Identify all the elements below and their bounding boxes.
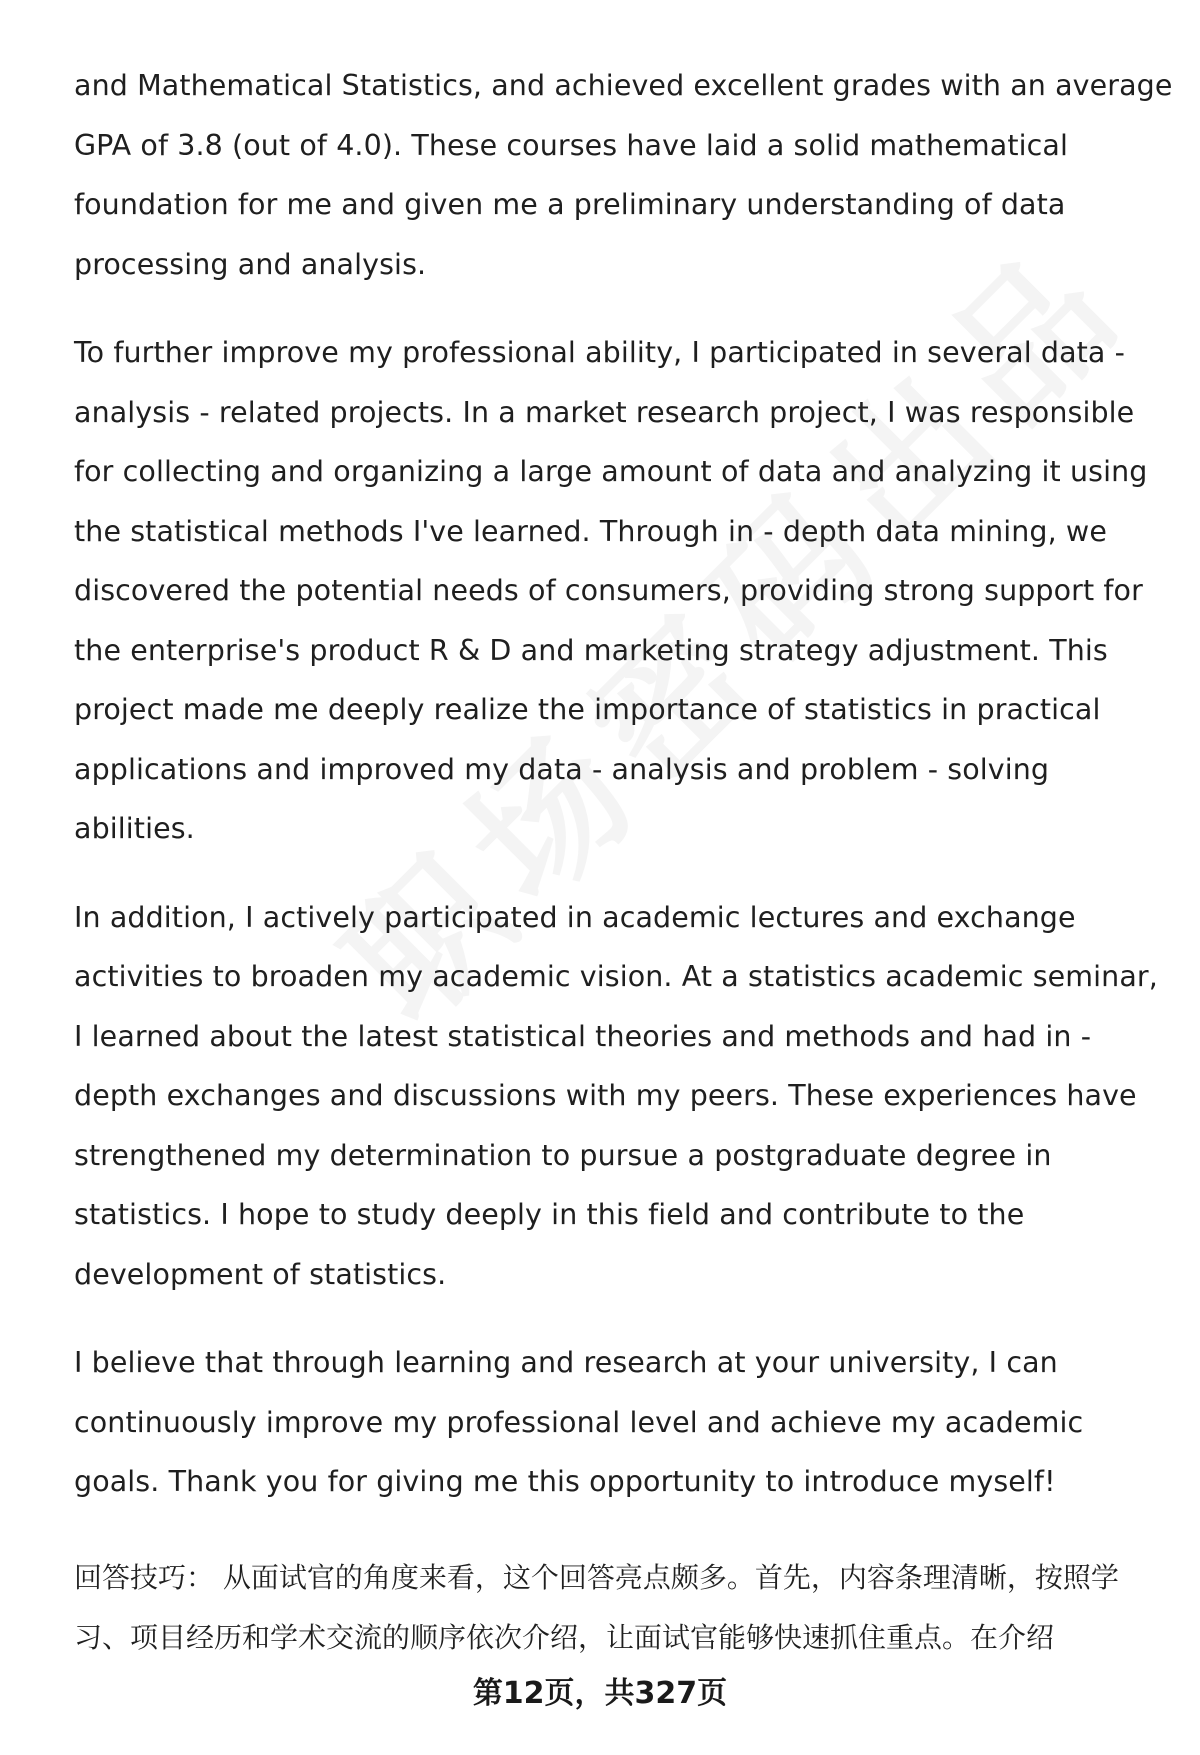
paragraph-coursework: and Mathematical Statistics, and achieved excellent grades with an average GPA of 3.8 (out of 4.0). These courses have laid a solid mathematical foundation for me and given me a preliminary understanding of data processing and analysis. [74,69,1173,281]
page-number: 第12页，共327页 [472,1676,728,1711]
answer-tips: 回答技巧： 从面试官的角度来看，这个回答亮点颇多。首先，内容条理清晰，按照学习、项目经历和学术交流的顺序依次介绍，让面试官能够快速抓住重点。在介绍 [74,1561,1119,1654]
paragraph-academic-exchange: In addition, I actively participated in academic lectures and exchange activities to broaden my academic vision. At a statistics academic seminar, I learned about the latest statistical theories and methods and had in - depth exchanges and discussions with my peers. These experiences have strengthened my determination to pursue a postgraduate degree in statistics. I hope to study deeply in this field and contribute to the development of statistics. [74,900,1158,1291]
document-body [74,56,1174,1512]
paragraph-projects: To further improve my professional ability, I participated in several data - analysis - related projects. In a market research project, I was responsible for collecting and organizing a large amount of data and analyzing it using the statistical methods I've learned. Through in - depth data mining, we discovered the potential needs of consumers, providing strong support for the enterprise's product R & D and marketing strategy adjustment. This project made me deeply realize the importance of statistics in practical applications and improved my data - analysis and problem - solving abilities. [74,336,1148,845]
paragraph-closing: I believe that through learning and research at your university, I can continuously improve my professional level and achieve my academic goals. Thank you for giving me this opportunity to introduce myself! [74,1346,1084,1498]
